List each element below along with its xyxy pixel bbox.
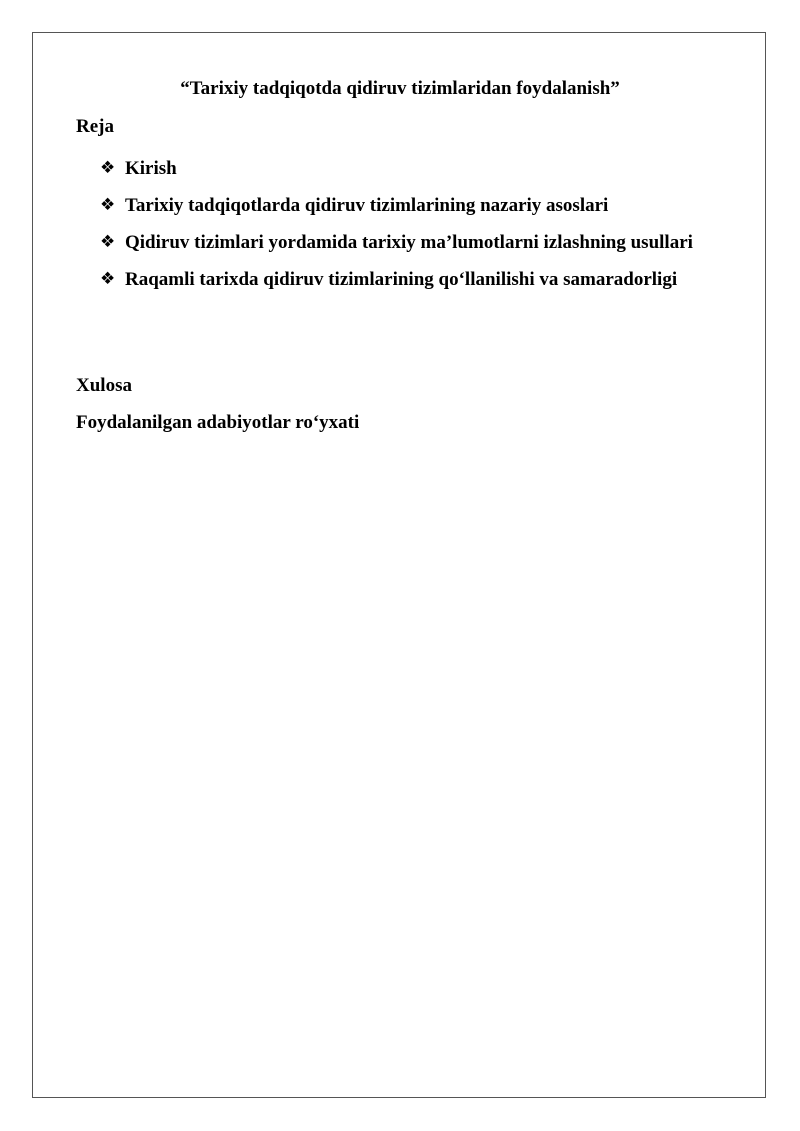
diamond-bullet-icon: ❖	[100, 195, 116, 215]
plan-item-digital-history	[100, 261, 720, 298]
plan-item-label: Kirish	[125, 158, 177, 179]
references-heading: Foydalanilgan adabiyotlar ro‘yxati	[76, 412, 360, 433]
plan-item-theory	[100, 187, 720, 224]
plan-item-methods	[100, 224, 720, 261]
document-title: “Tarixiy tadqiqotda qidiruv tizimlaridan foydalanish”	[180, 78, 620, 99]
plan-item-intro	[100, 150, 720, 187]
plan-item-label: Qidiruv tizimlari yordamida tarixiy ma’lumotlarni izlashning usullari	[125, 232, 693, 253]
plan-list	[100, 150, 720, 298]
plan-heading: Reja	[76, 116, 114, 137]
diamond-bullet-icon: ❖	[100, 158, 116, 178]
diamond-bullet-icon: ❖	[100, 269, 116, 289]
conclusion-heading: Xulosa	[76, 375, 132, 396]
diamond-bullet-icon: ❖	[100, 232, 116, 252]
plan-item-label: Raqamli tarixda qidiruv tizimlarining qo‘llanilishi va samaradorligi	[125, 269, 678, 290]
plan-item-label: Tarixiy tadqiqotlarda qidiruv tizimlarining nazariy asoslari	[125, 195, 609, 216]
